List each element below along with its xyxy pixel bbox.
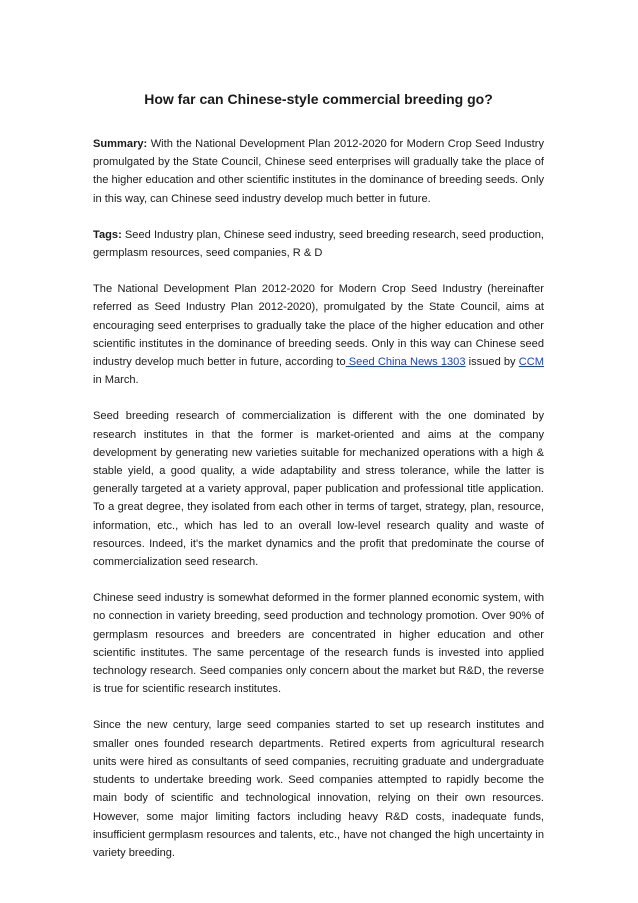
body-paragraph-commercialization: Seed breeding research of commercialization is different with the one dominated by research institutes in that the former is market-oriented and aims at the company development by generating new varieties suitable for mechanized operations with a high & stable yield, a good quality, a wide adaptability and stress tolerance, while the latter is generally targeted at a variety approval, paper publication and professional title application. To a great degree, they isolated from each other in terms of target, strategy, plan, resource, information, etc., which has led to an overall low-level research quality and waste of resources. Indeed, it's the market dynamics and the profit that predominate the course of commercialization seed research.	[93, 410, 544, 569]
document-page	[93, 90, 544, 880]
summary-text: With the National Development Plan 2012-2020 for Modern Crop Seed Industry promulgated by the State Council, Chinese seed enterprises will gradually take the place of the higher education and other scientific institutes in the dominance of breeding seeds. Only in this way, can Chinese seed industry develop much better in future.	[93, 138, 544, 205]
body-paragraph-deformed-system: Chinese seed industry is somewhat deformed in the former planned economic system, with no connection in variety breeding, seed production and technology promotion. Over 90% of germplasm resources and breeders are concentrated in higher education and other scientific institutes. The same percentage of the research funds is invested into applied technology research. Seed companies only concern about the market but R&D, the reverse is true for scientific research institutes.	[93, 592, 544, 696]
tags-label: Tags:	[93, 228, 122, 241]
intro-text-before: The National Development Plan 2012-2020 for Modern Crop Seed Industry (hereinafter referred as Seed Industry Plan 2012-2020), promulgated by the State Council, aims at encouraging seed enterprises to gradually take the place of the higher education and other scientific institutes in the dominance of breeding seeds. Only in this way can Chinese seed industry develop much better in future, according to	[93, 283, 544, 369]
body-paragraph-new-century: Since the new century, large seed companies started to set up research institutes and smaller ones founded research departments. Retired experts from agricultural research units were hired as consultants of seed companies, recruiting graduate and undergraduate students to undertake breeding work. Seed companies attempted to rapidly become the main body of scientific and technological innovation, relying on their own resources. However, some major limiting factors including heavy R&D costs, inadequate funds, insufficient germplasm resources and talents, etc., have not changed the high uncertainty in variety breeding.	[93, 719, 544, 859]
summary-label: Summary:	[93, 138, 148, 150]
intro-text-after: in March.	[93, 374, 139, 387]
summary-paragraph	[93, 135, 544, 208]
tags-text: Seed Industry plan, Chinese seed industry, seed breeding research, seed production, germplasm resources, seed companies, R & D	[93, 228, 544, 260]
tags-paragraph	[93, 226, 544, 262]
intro-paragraph	[93, 280, 544, 389]
seed-china-news-link[interactable]: Seed China News 1303	[345, 356, 466, 369]
page-title: How far can Chinese-style commercial breeding go?	[144, 91, 493, 107]
intro-text-middle: issued by	[465, 356, 519, 369]
ccm-link[interactable]: CCM	[518, 356, 545, 369]
